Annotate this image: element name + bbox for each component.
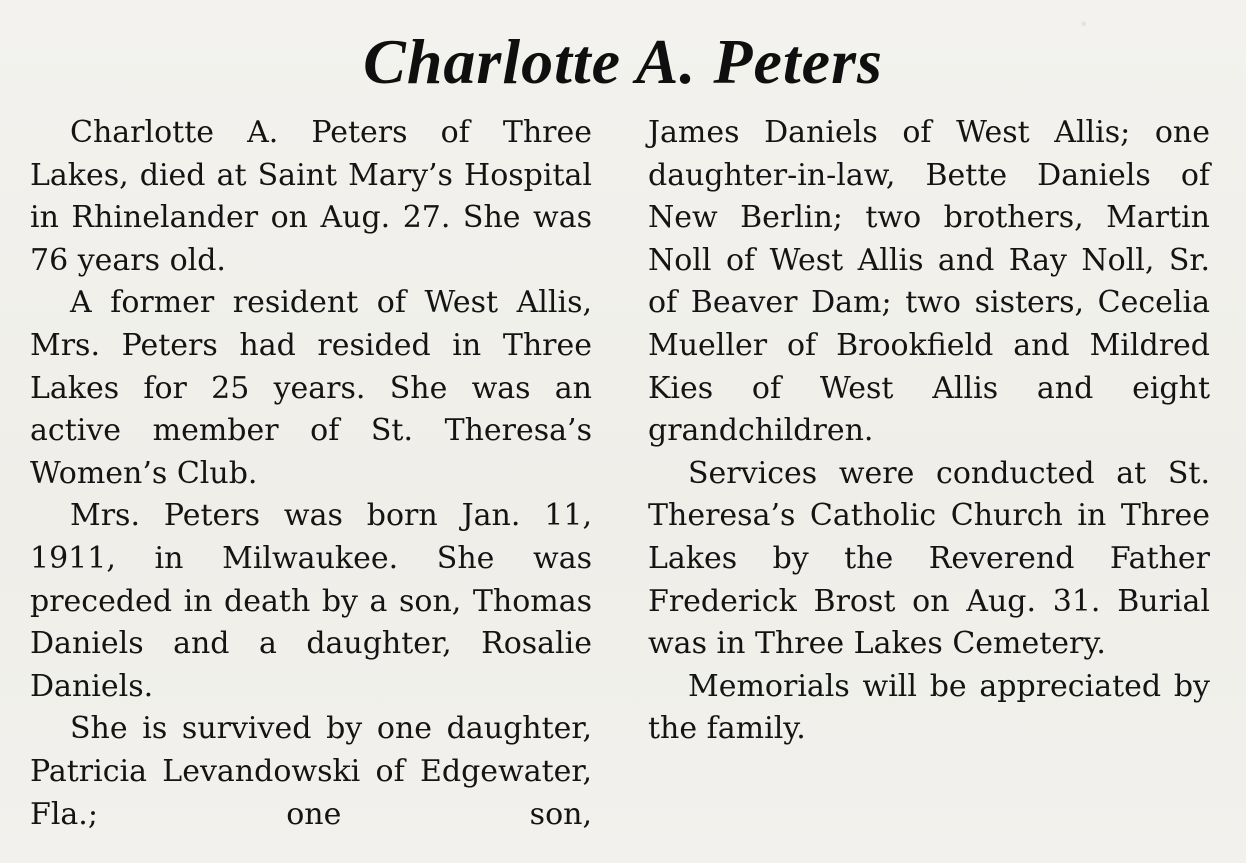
column-right (648, 112, 1210, 751)
column-left (30, 112, 592, 836)
paragraph-birth: Mrs. Peters was born Jan. 11, 1911, in Milwaukee. She was preceded in death by a son, Thomas Daniels and a daughter, Rosalie Daniels. (30, 498, 592, 704)
paragraph-survivors-cont: James Daniels of West Allis; one daughter-in-law, Bette Daniels of New Berlin; two brothers, Martin Noll of West Allis and Ray Noll, Sr. of Beaver Dam; two sisters, Cecelia Mueller of Brookfield and Mildred Kies of West Allis and eight grandchildren. (648, 115, 1210, 449)
obituary-headline: Charlotte A. Peters (363, 26, 883, 97)
bleed-through-mark: . (1080, 0, 1088, 33)
paragraph-residence: A former resident of West Allis, Mrs. Peters had resided in Three Lakes for 25 years. She was an active member of St. Theresa’s Women’s Club. (30, 285, 592, 491)
paragraph-services: Services were conducted at St. Theresa’s Catholic Church in Three Lakes by the Reverend Father Frederick Brost on Aug. 31. Burial was in Three Lakes Cemetery. (648, 455, 1210, 662)
paragraph-survivors-start: She is survived by one daughter, Patricia Levandowski of Edgewater, Fla.; one son, (30, 711, 592, 832)
paragraph-memorials: Memorials will be appreciated by the family. (648, 668, 1210, 747)
paragraph-death-notice: Charlotte A. Peters of Three Lakes, died at Saint Mary’s Hospital in Rhinelander on Aug. 27. She was 76 years old. (30, 115, 592, 278)
